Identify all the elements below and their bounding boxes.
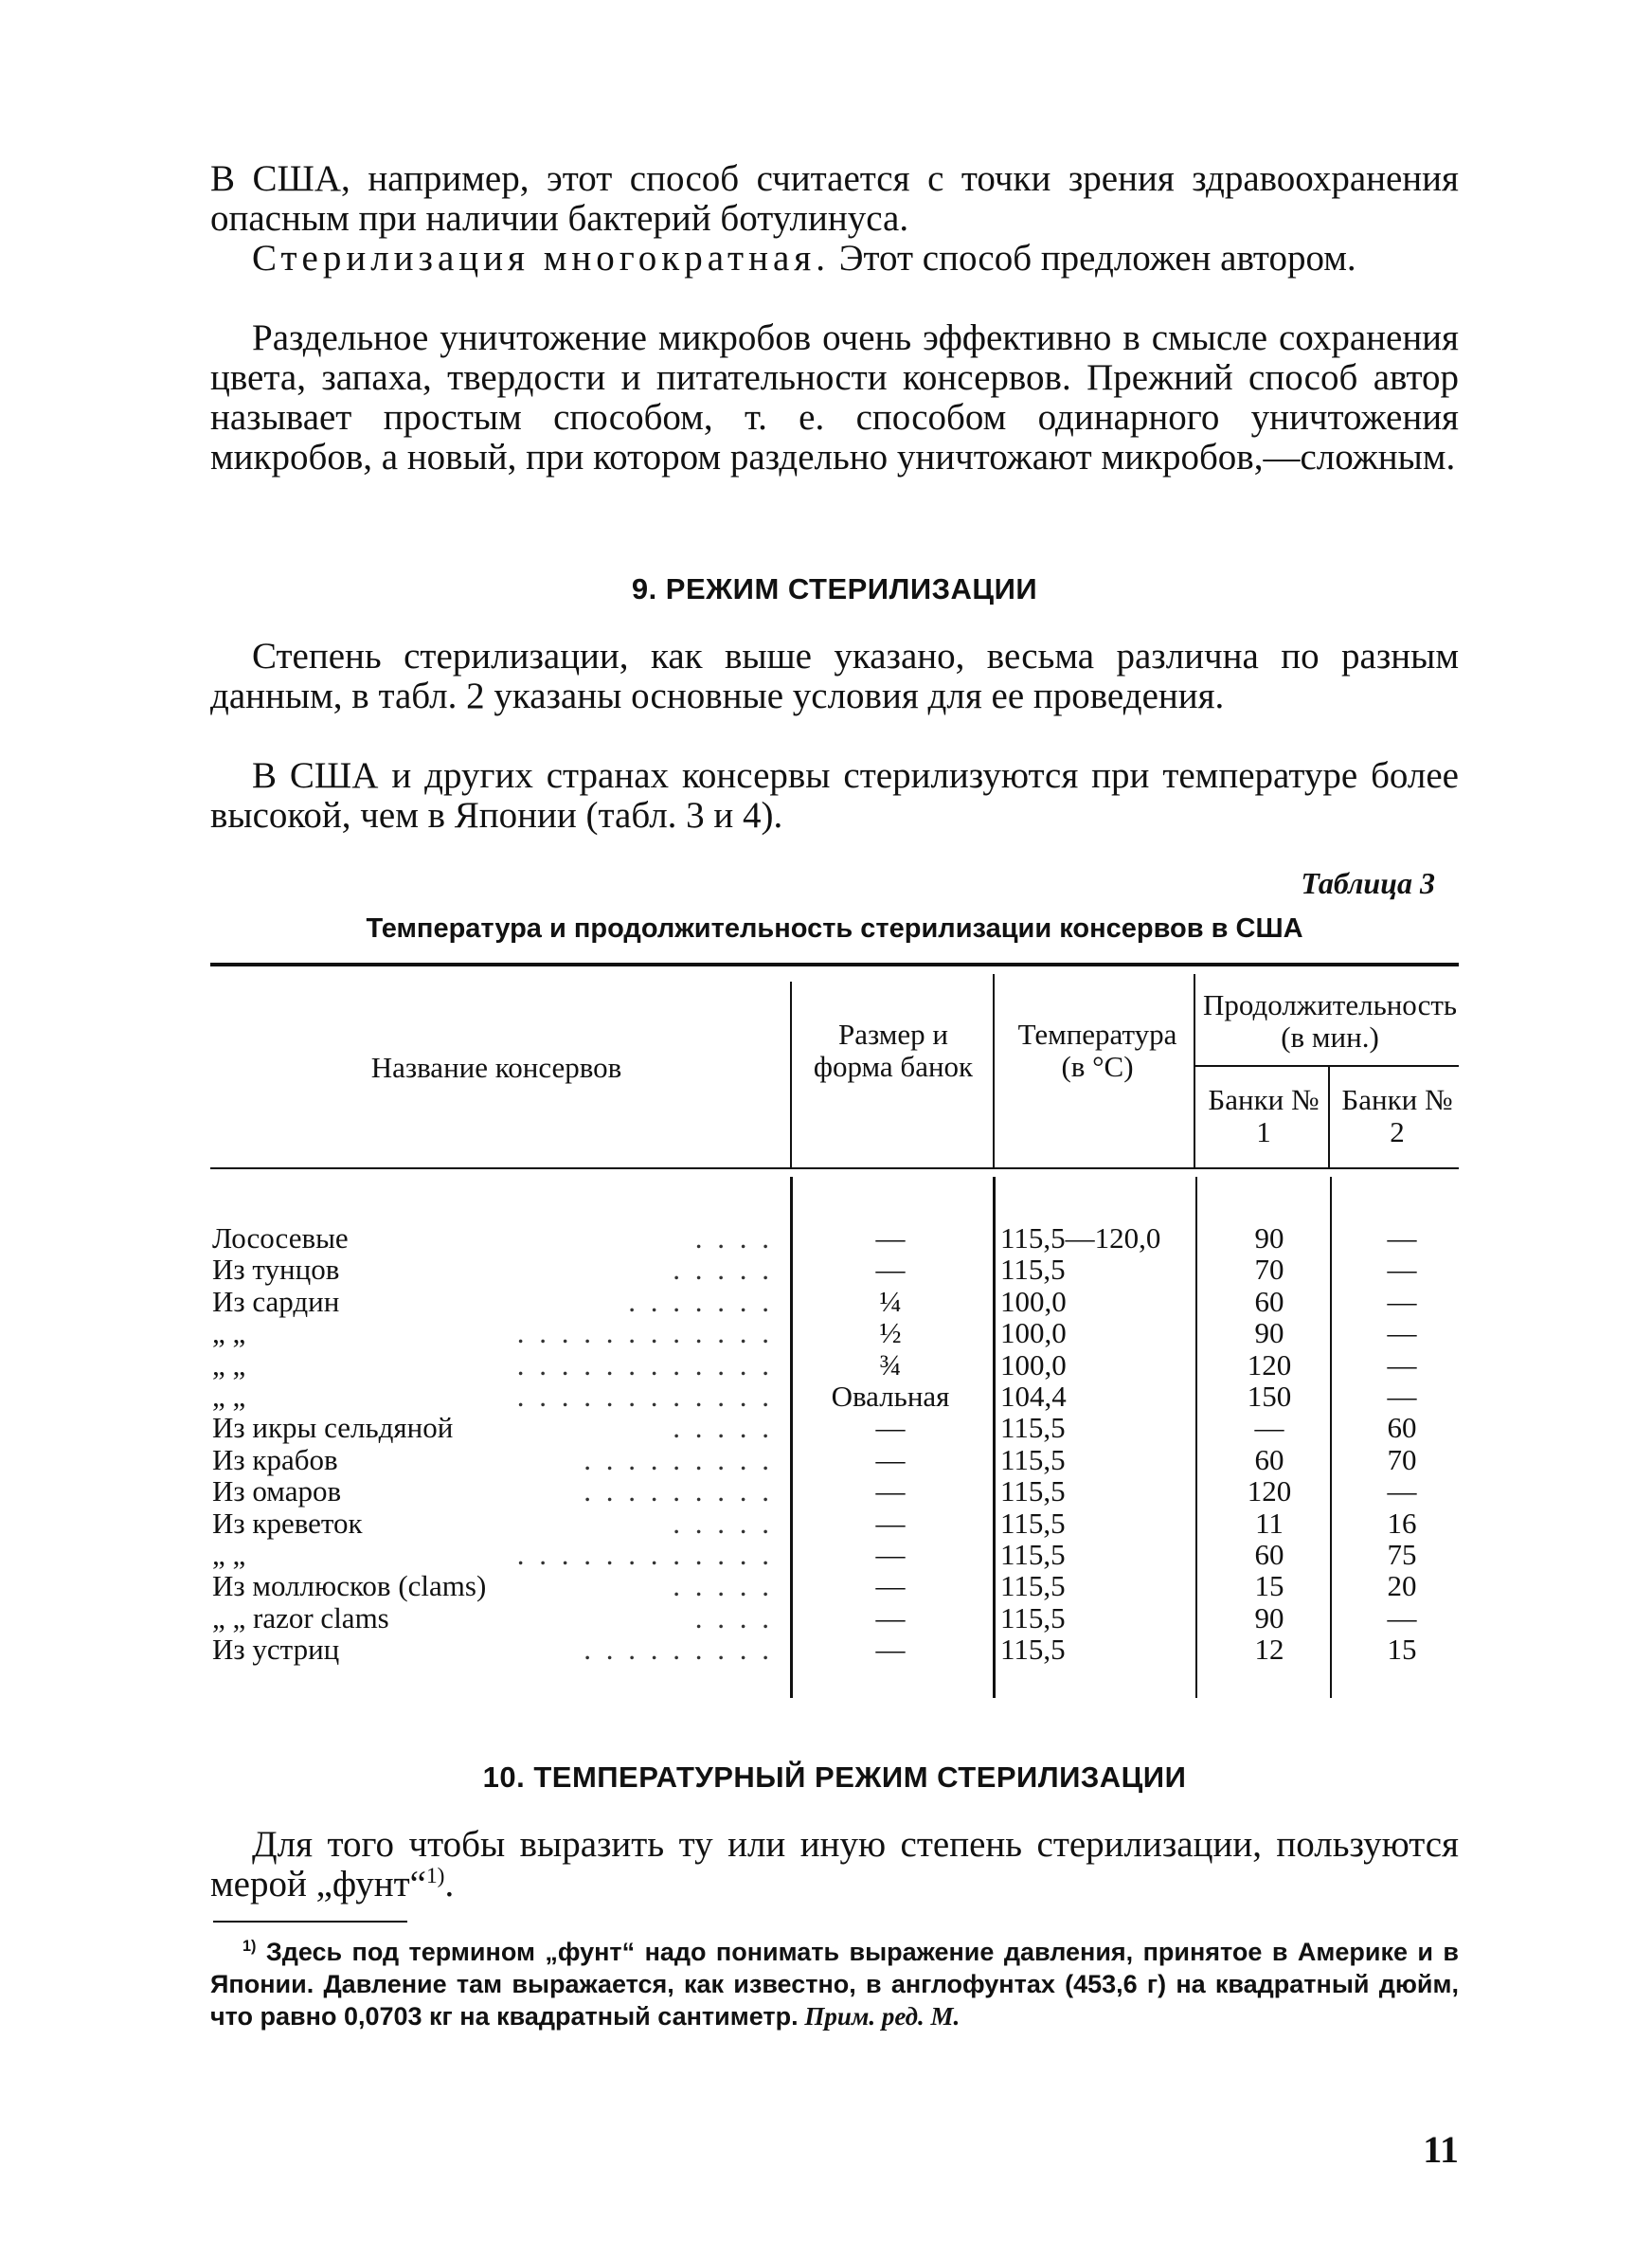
cell-can1: 15 [1254,1569,1284,1603]
cell-size: Овальная [831,1380,950,1413]
cell-temperature: 115,5 [1000,1506,1066,1540]
table-row [0,1412,1652,1443]
cell-can1: 90 [1254,1316,1284,1350]
cell-name-text: Из тунцов [212,1253,340,1287]
cell-name [212,1254,781,1285]
table-row [0,1570,1652,1601]
cell-can2: 16 [1387,1506,1417,1540]
paragraph-text-end: . [444,1864,455,1905]
header-can1: Банки № 1 [1208,1083,1320,1148]
table-row [0,1286,1652,1317]
leader-dots: . . . . . [673,1253,773,1287]
cell-name-text: „ „ razor clams [212,1600,389,1634]
cell-can1: 120 [1247,1347,1292,1381]
cell-name-text: „ „ [212,1380,246,1413]
leader-dots: . . . . . . . . . . . . [516,1316,773,1350]
cell-name-text: Лососевые [212,1221,349,1255]
cell-name [212,1444,781,1475]
cell-name [212,1381,781,1412]
paragraph-text: Степень стерилизации, как выше указано, весьма различна по разным данным, в табл. 2 указаны основные условия для ее проведения. [210,636,1459,716]
cell-temperature: 115,5 [1000,1633,1066,1667]
table-label: Таблица 3 [1301,866,1435,900]
paragraph-intro-1 [210,159,1459,239]
leader-dots: . . . . . [673,1569,773,1603]
paragraph-text: В США и других странах консервы стерилизуются при температуре более высокой, чем в Японии (табл. 3 и 4). [210,755,1459,836]
paragraph-text: Раздельное уничтожение микробов очень эффективно в смысле сохранения цвета, запаха, твердости и питательности консервов. Прежний способ автор называет простым способом, т. е. способом одинарного уничтожения микробов, а новый, при котором раздельно уничтожают микробов,—сложным. [210,317,1459,478]
cell-name-text: Из икры сельдяной [212,1411,454,1445]
footnote-editor-note: Прим. ред. М. [798,2002,961,2031]
cell-name [212,1475,781,1507]
paragraph-intro-2 [210,239,1459,279]
paragraph-text: В США, например, этот способ считается с точки зрения здравоохранения опасным при наличии бактерий ботулинуса. [210,158,1459,239]
footnote-marker: 1) [242,1938,257,1955]
paragraph-text: Этот способ предложен автором. [829,238,1356,279]
leader-dots: . . . . . . . . . [584,1474,773,1508]
section-heading-9: 9. РЕЖИМ СТЕРИЛИЗАЦИИ [631,572,1038,605]
cell-temperature: 104,4 [1000,1380,1067,1413]
cell-name [212,1570,781,1601]
table-duration-rule [1195,1065,1459,1067]
leader-dots: . . . . . . . [628,1284,773,1318]
header-temp: Температура (в °С) [1017,1018,1177,1083]
cell-size: ½ [879,1316,902,1350]
cell-name [212,1222,781,1254]
leader-dots: . . . . [694,1221,773,1255]
cell-temperature: 115,5 [1000,1253,1066,1287]
section-heading-10: 10. ТЕМПЕРАТУРНЫЙ РЕЖИМ СТЕРИЛИЗАЦИИ [482,1760,1187,1794]
cell-name [212,1317,781,1348]
footnote-text: Здесь под термином „фунт“ надо понимать выражение давления, принятое в Америке и в Японии. Давление там выражается, как известно, в англофунтах (453,6 г) на квадратный дюйм, что равно 0,0703 кг на квадратный сантиметр. [210,1938,1459,2031]
header-name: Название консервов [370,1051,622,1084]
paragraph-text: Для того чтобы выразить ту или иную степень стерилизации, пользуются мерой „фунт“ [210,1824,1459,1905]
table-row [0,1349,1652,1381]
cell-can1: 150 [1247,1380,1292,1413]
table-row [0,1222,1652,1254]
paragraph-section9-2 [210,756,1459,836]
cell-temperature: 115,5 [1000,1600,1066,1634]
cell-size: — [875,1442,906,1476]
leader-dots: . . . . . . . . . [584,1633,773,1667]
cell-can1: 60 [1254,1442,1284,1476]
table-row [0,1475,1652,1507]
table-header-rule [210,1167,1459,1169]
table-title: Температура и продолжительность стерилизации консервов в США [366,913,1303,944]
cell-temperature: 115,5 [1000,1411,1066,1445]
cell-name-text: Из моллюсков (clams) [212,1569,487,1603]
cell-size: — [875,1633,906,1667]
cell-size: — [875,1506,906,1540]
cell-size: — [875,1569,906,1603]
header-size: Размер и форма банок [813,1018,974,1083]
cell-can2: 20 [1387,1569,1417,1603]
footnote-reference: 1) [425,1864,445,1888]
table-vline-3 [1194,974,1195,1167]
table-row [0,1634,1652,1665]
cell-temperature: 100,0 [1000,1316,1067,1350]
cell-name-text: Из креветок [212,1506,363,1540]
cell-temperature: 115,5 [1000,1474,1066,1508]
cell-name [212,1412,781,1443]
leader-dots: . . . . . . . . . [584,1442,773,1476]
cell-can2: — [1387,1253,1417,1287]
cell-temperature: 115,5 [1000,1569,1066,1603]
cell-temperature: 115,5—120,0 [1000,1221,1161,1255]
table-row [0,1444,1652,1475]
cell-size: — [875,1538,906,1571]
cell-can1: 120 [1247,1474,1292,1508]
spaced-term: Стерилизация многократная. [252,238,830,279]
cell-can2: 75 [1387,1538,1417,1571]
header-can2: Банки № 2 [1341,1083,1453,1148]
leader-dots: . . . . . [673,1411,773,1445]
cell-name [212,1349,781,1381]
table-vline-1 [790,982,792,1167]
table-row [0,1317,1652,1348]
table-row [0,1539,1652,1570]
table-top-rule [210,963,1459,966]
cell-can2: — [1387,1600,1417,1634]
cell-name-text: Из крабов [212,1442,338,1476]
cell-temperature: 100,0 [1000,1347,1067,1381]
leader-dots: . . . . [694,1600,773,1634]
leader-dots: . . . . . . . . . . . . [516,1347,773,1381]
cell-can2: 15 [1387,1633,1417,1667]
footnote-separator [213,1921,407,1923]
cell-name [212,1634,781,1665]
cell-size: — [875,1221,906,1255]
cell-can1: 60 [1254,1538,1284,1571]
header-duration: Продолжительность (в мин.) [1202,988,1458,1054]
table-vline-2 [993,974,995,1167]
cell-can1: 90 [1254,1600,1284,1634]
cell-can1: 11 [1255,1506,1284,1540]
footnote [210,1936,1459,2032]
table-row [0,1254,1652,1285]
cell-name-text: „ „ [212,1538,246,1571]
cell-name [212,1508,781,1539]
cell-name-text: „ „ [212,1347,246,1381]
cell-size: — [875,1253,906,1287]
paragraph-intro-3 [210,318,1459,478]
cell-size: — [875,1411,906,1445]
paragraph-section10-1 [210,1825,1459,1905]
cell-can2: — [1387,1316,1417,1350]
table-row [0,1381,1652,1412]
table-vline-4 [1328,1067,1330,1167]
cell-size: ¾ [879,1347,902,1381]
cell-can1: 12 [1254,1633,1284,1667]
cell-name [212,1602,781,1634]
cell-can1: — [1254,1411,1284,1445]
table-row [0,1508,1652,1539]
cell-can2: 70 [1387,1442,1417,1476]
cell-temperature: 115,5 [1000,1538,1066,1571]
leader-dots: . . . . . . . . . . . . [516,1380,773,1413]
cell-name [212,1539,781,1570]
page-number: 11 [1423,2128,1459,2171]
table-row [0,1602,1652,1634]
cell-can2: 60 [1387,1411,1417,1445]
cell-can1: 60 [1254,1284,1284,1318]
cell-can2: — [1387,1221,1417,1255]
cell-name-text: Из сардин [212,1284,340,1318]
cell-name-text: Из омаров [212,1474,342,1508]
cell-temperature: 100,0 [1000,1284,1067,1318]
paragraph-section9-1 [210,637,1459,716]
cell-can1: 70 [1254,1253,1284,1287]
cell-size: — [875,1474,906,1508]
cell-size: — [875,1600,906,1634]
cell-name-text: Из устриц [212,1633,340,1667]
cell-can2: — [1387,1474,1417,1508]
cell-name [212,1286,781,1317]
cell-temperature: 115,5 [1000,1442,1066,1476]
cell-can2: — [1387,1284,1417,1318]
cell-size: ¼ [879,1284,902,1318]
cell-can1: 90 [1254,1221,1284,1255]
leader-dots: . . . . . . . . . . . . [516,1538,773,1571]
cell-can2: — [1387,1380,1417,1413]
cell-name-text: „ „ [212,1316,246,1350]
cell-can2: — [1387,1347,1417,1381]
leader-dots: . . . . . [673,1506,773,1540]
